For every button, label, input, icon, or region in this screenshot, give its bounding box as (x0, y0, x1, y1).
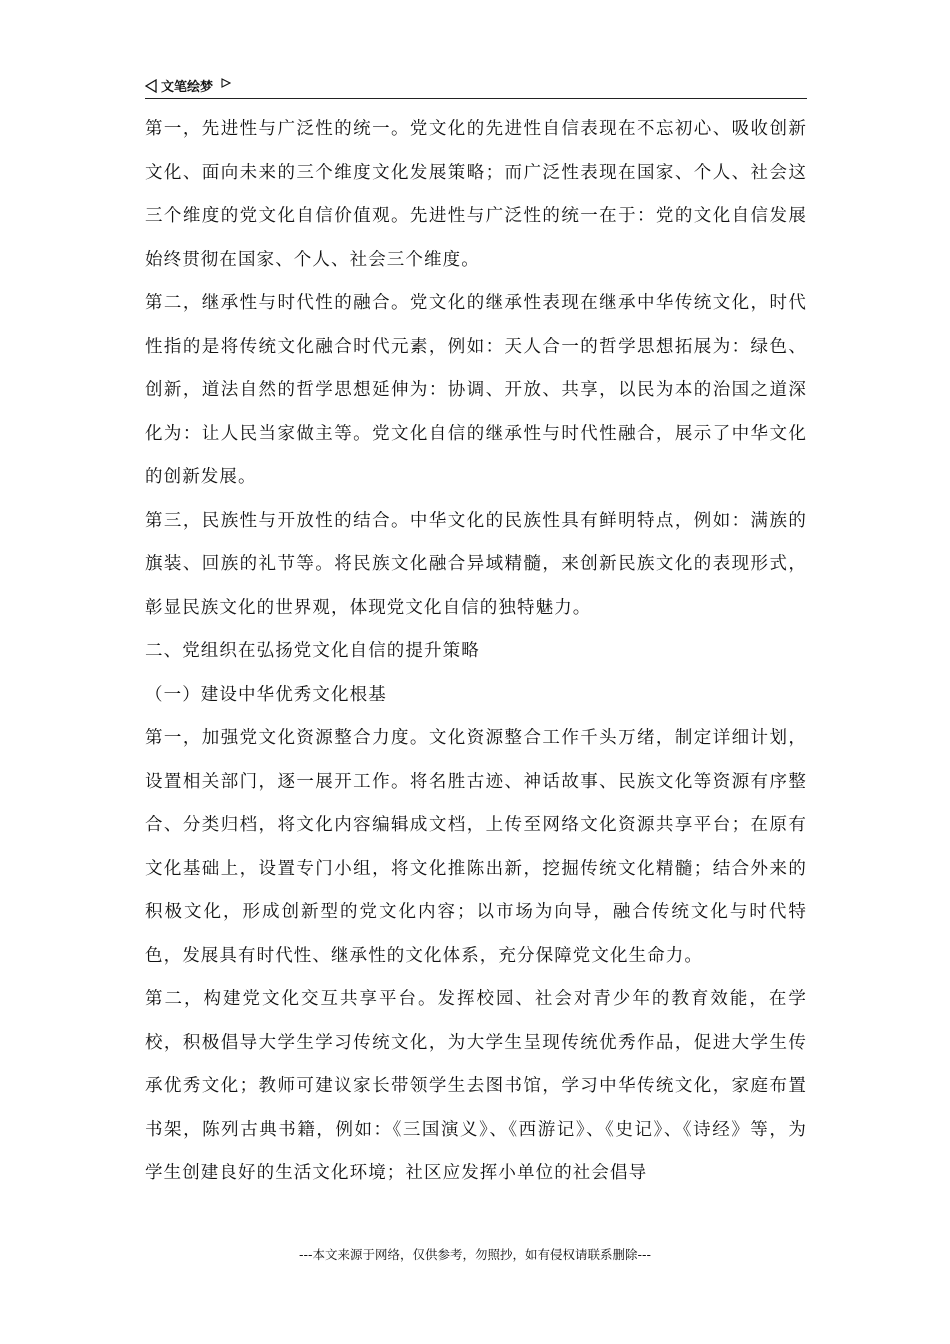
header-brand (145, 76, 231, 95)
page-header (145, 74, 807, 99)
paragraph-3: 第三，民族性与开放性的结合。中华文化的民族性具有鲜明特点，例如：满族的旗装、回族的礼节等。将民族文化融合异域精髓，来创新民族文化的表现形式，彰显民族文化的世界观，体现党文化自信的独特魅力。 (145, 510, 807, 618)
section-heading: 二、党组织在弘扬党文化自信的提升策略 (145, 641, 480, 661)
document-body (145, 108, 807, 1196)
header-brand-text: 文笔绘梦 (161, 80, 214, 95)
triangle-right-icon (221, 78, 231, 88)
page-footer: ---本文来源于网络，仅供参考，勿照抄，如有侵权请联系删除--- (298, 1247, 652, 1262)
paragraph-4: 第一，加强党文化资源整合力度。文化资源整合工作千头万绪，制定详细计划，设置相关部门，逐一展开工作。将名胜古迹、神话故事、民族文化等资源有序整合、分类归档，将文化内容编辑成文档，上传至网络文化资源共享平台；在原有文化基础上，设置专门小组，将文化推陈出新，挖掘传统文化精髓；结合外来的积极文化，形成创新型的党文化内容；以市场为向导，融合传统文化与时代特色，发展具有时代性、继承性的文化体系，充分保障党文化生命力。 (145, 728, 807, 966)
paragraph-5: 第二，构建党文化交互共享平台。发挥校园、社会对青少年的教育效能，在学校，积极倡导大学生学习传统文化，为大学生呈现传统优秀作品，促进大学生传承优秀文化；教师可建议家长带领学生去图书馆，学习中华传统文化，家庭布置书架，陈列古典书籍，例如：《三国演义》、《西游记》、《史记》、《诗经》等，为学生创建良好的生活文化环境；社区应发挥小单位的社会倡导 (145, 989, 807, 1183)
paragraph-2: 第二，继承性与时代性的融合。党文化的继承性表现在继承中华传统文化，时代性指的是将传统文化融合时代元素，例如：天人合一的哲学思想拓展为：绿色、创新，道法自然的哲学思想延伸为：协调、开放、共享，以民为本的治国之道深化为：让人民当家做主等。党文化自信的继承性与时代性融合，展示了中华文化的创新发展。 (145, 293, 807, 487)
triangle-left-icon (145, 79, 157, 93)
subsection-heading: （一）建设中华优秀文化根基 (145, 684, 387, 705)
paragraph-1: 第一，先进性与广泛性的统一。党文化的先进性自信表现在不忘初心、吸收创新文化、面向未来的三个维度文化发展策略；而广泛性表现在国家、个人、社会这三个维度的党文化自信价值观。先进性与广泛性的统一在于：党的文化自信发展始终贯彻在国家、个人、社会三个维度。 (145, 119, 807, 270)
